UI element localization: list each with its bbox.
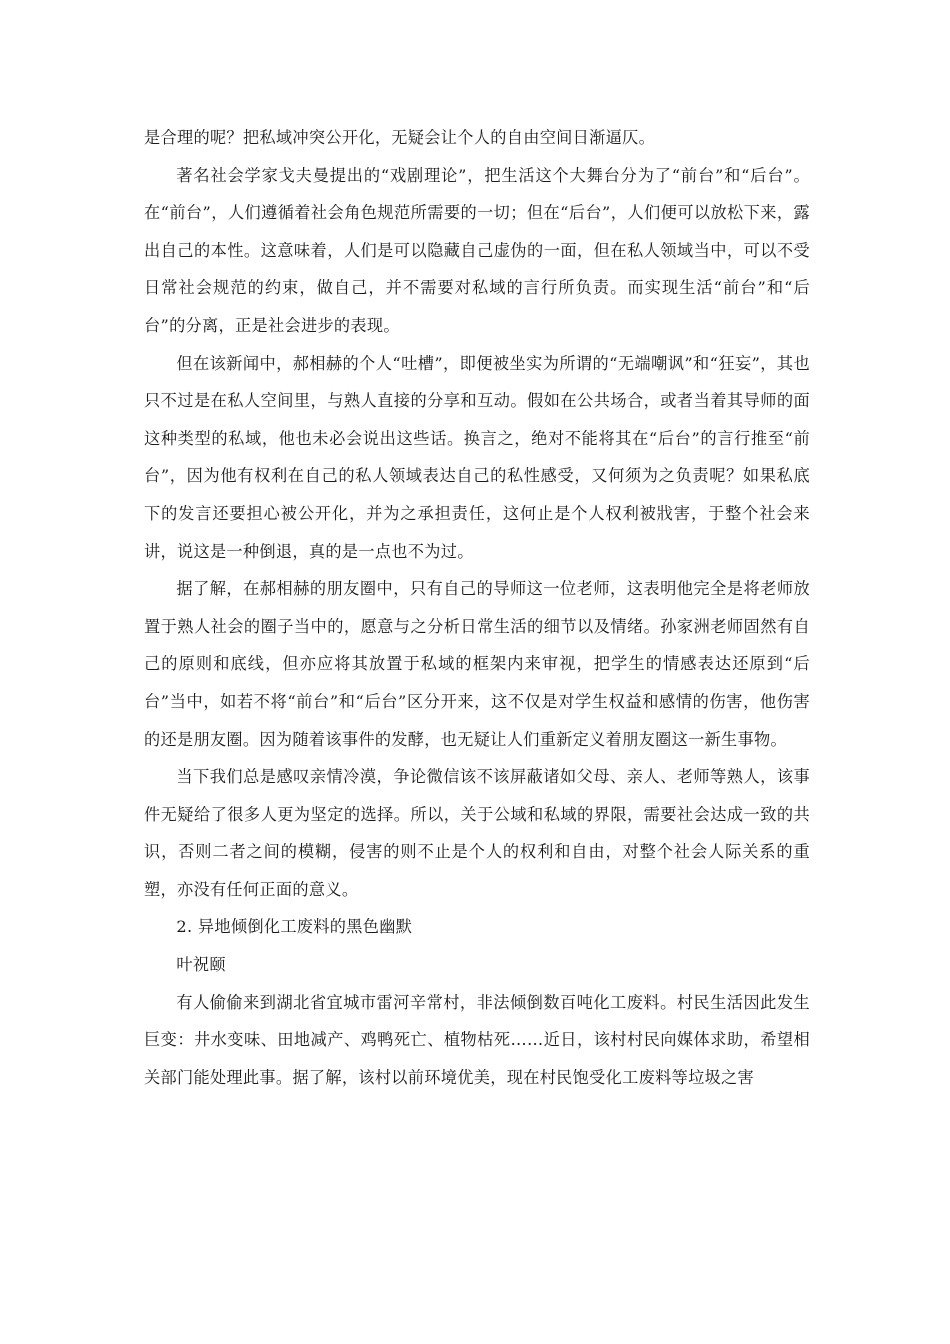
- section-heading: 2. 异地倾倒化工废料的黑色幽默: [176, 917, 413, 937]
- paragraph-drama-theory: 著名社会学家戈夫曼提出的“戏剧理论”，把生活这个大舞台分为了“前台”和“后台”。在“前台”，人们遵循着社会角色规范所需要的一切；但在“后台”，人们便可以放松下来，露出自己的本性。这意味着，人们是可以隐藏自己虚伪的一面，但在私人领域当中，可以不受日常社会规范的约束，做自己，并不需要对私域的言行所负责。而实现生活“前台”和“后台”的分离，正是社会进步的表现。: [144, 165, 810, 335]
- paragraph-continuation: 是合理的呢？把私域冲突公开化，无疑会让个人的自由空间日渐逼仄。: [144, 128, 656, 147]
- paragraph-chemical-waste: 有人偷偷来到湖北省宜城市雷河辛常村，非法倾倒数百吨化工废料。村民生活因此发生巨变：井水变味、田地减产、鸡鸭死亡、植物枯死……近日，该村村民向媒体求助，希望相关部门能处理此事。据了解，该村以前环境优美，现在村民饱受化工废料等垃圾之害: [144, 992, 810, 1087]
- paragraph-news-analysis: 但在该新闻中，郝相赫的个人“吐槽”，即便被坐实为所谓的“无端嘲讽”和“狂妄”，其也只不过是在私人空间里，与熟人直接的分享和互动。假如在公共场合，或者当着其导师的面这种类型的私域，他也未必会说出这些话。换言之，绝对不能将其在“后台”的言行推至“前台”，因为他有权利在自己的私人领域表达自己的私性感受，又何须为之负责呢？如果私底下的发言还要担心被公开化，并为之承担责任，这何止是个人权利被戕害，于整个社会来讲，说这是一种倒退，真的是一点也不为过。: [144, 353, 810, 561]
- paragraph-moments-circle: 据了解，在郝相赫的朋友圈中，只有自己的导师这一位老师，这表明他完全是将老师放置于熟人社会的圈子当中的，愿意与之分析日常生活的细节以及情绪。孙家洲老师固然有自己的原则和底线，但亦应将其放置于私域的框架内来审视，把学生的情感表达还原到“后台”当中，如若不将“前台”和“后台”区分开来，这不仅是对学生权益和感情的伤害，他伤害的还是朋友圈。因为随着该事件的发酵，也无疑让人们重新定义着朋友圈这一新生事物。: [144, 579, 810, 749]
- paragraph-conclusion: 当下我们总是感叹亲情冷漠，争论微信该不该屏蔽诸如父母、亲人、老师等熟人，该事件无疑给了很多人更为坚定的选择。所以，关于公域和私域的界限，需要社会达成一致的共识，否则二者之间的模糊，侵害的则不止是个人的权利和自由，对整个社会人际关系的重塑，亦没有任何正面的意义。: [144, 767, 810, 899]
- author-name: 叶祝颐: [176, 955, 226, 975]
- document-body: [144, 119, 810, 1096]
